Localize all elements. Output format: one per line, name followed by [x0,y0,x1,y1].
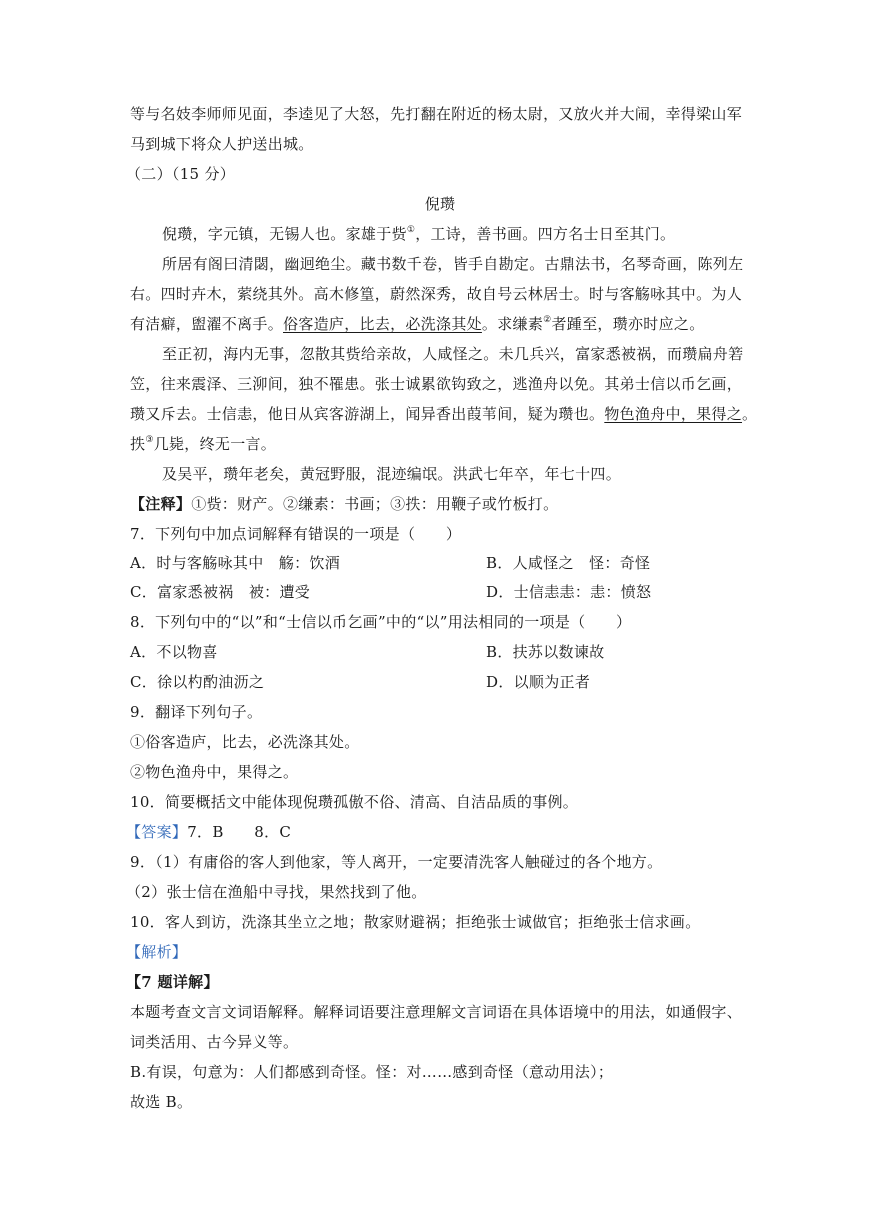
question-10: 10．简要概括文中能体现倪瓒孤傲不俗、清高、自洁品质的事例。 [130,793,579,811]
notes-text: ①赀：财产。②缣素：书画；③抶：用鞭子或竹板打。 [191,495,559,513]
note-marker-3: ③ [145,435,154,445]
passage-p4: 及吴平，瓒年老矣，黄冠野服，混迹编氓。洪武七年卒，年七十四。 [162,465,622,483]
passage-p2-line-3 [130,314,750,334]
question-7: 7．下列句中加点词解释有错误的一项是（ ） [130,525,462,543]
underlined-sentence-1: 俗客造庐，比去，必洗涤其处 [283,315,482,333]
q9-sentence-2: ②物色渔舟中，果得之。 [130,763,299,781]
intro-line-1: 等与名妓李师师见面，李逵见了大怒，先打翻在附近的杨太尉，又放火并大闹，幸得梁山军 [130,105,743,123]
analysis-line-4: 故选 B。 [130,1093,193,1111]
p3-l3-text-b: 。 [742,405,758,423]
q7-option-a: A．时与客觞咏其中 觞：饮酒 [130,554,341,572]
underlined-sentence-2: 物色渔舟中，果得之 [604,405,743,423]
passage-p2-line-1: 所居有阁曰清閟，幽迥绝尘。藏书数千卷，皆手自勘定。古鼎法书，名琴奇画，陈列左 [162,255,744,273]
notes-line [130,494,750,514]
q8-option-a: A．不以物喜 [130,643,218,661]
answer-line-4: 10．客人到访，洗涤其坐立之地；散家财避祸；拒绝张士诚做官；拒绝张士信求画。 [130,913,701,931]
analysis-line-2: 词类活用、古今异义等。 [130,1033,299,1051]
answer-line-1 [126,822,746,842]
intro-line-2: 马到城下将众人护送出城。 [130,135,314,153]
p3-l4-text-a: 抶 [130,435,146,453]
answer-line-2: 9．（1）有庸俗的客人到他家，等人离开，一定要清洗客人触碰过的各个地方。 [130,853,663,871]
q8-option-c: C．徐以杓酌油沥之 [130,673,265,691]
analysis-line-1: 本题考查文言文词语解释。解释词语要注意理解文言词语在具体语境中的用法，如通假字、 [130,1003,743,1021]
question-8: 8．下列句中的“以”和“士信以币乞画”中的“以”用法相同的一项是（ ） [130,613,632,631]
q8-option-b: B．扶苏以数谏故 [486,643,605,661]
analysis-sub-heading: 【7 题详解】 [126,973,219,991]
p3-l3-text-a: 瓒又斥去。士信恚，他日从宾客游湖上，闻异香出葭苇间，疑为瓒也。 [130,405,605,423]
p1-text-a: 倪瓒，字元镇，无锡人也。家雄于赀 [162,225,407,243]
answer-label: 【答案】 [126,823,188,841]
passage-p3-line-1: 至正初，海内无事，忽散其赀给亲故，人咸怪之。未几兵兴，富家悉被祸，而瓒扁舟箬 [162,345,744,363]
answer-line-3: （2）张士信在渔船中寻找，果然找到了他。 [126,883,427,901]
q7-option-c: C．富家悉被祸 被：遭受 [130,583,311,601]
question-9: 9．翻译下列句子。 [130,703,263,721]
q7-option-d: D．士信恚恚：恚：愤怒 [486,583,652,601]
passage-p3-line-3 [130,404,758,424]
notes-label: 【注释】 [130,495,192,513]
p2-l3-text-a: 有洁癖，盥濯不离手。 [130,315,284,333]
q8-option-d: D．以顺为正者 [486,673,591,691]
section-heading: （二）（15 分） [126,165,236,183]
answer-mc: 7．B 8．C [187,823,292,841]
passage-title: 倪瓒 [424,195,456,213]
note-marker-1: ① [406,225,416,235]
p2-l3-text-c: 者踵至，瓒亦时应之。 [551,315,705,333]
analysis-line-3: B.有误，句意为：人们都感到奇怪。怪：对……感到奇怪（意动用法）； [130,1063,614,1081]
passage-p1 [162,224,752,244]
note-marker-2: ② [543,315,552,325]
passage-p3-line-4 [130,434,750,454]
analysis-label: 【解析】 [126,943,188,961]
q7-option-b: B．人咸怪之 怪：奇怪 [486,554,651,572]
q9-sentence-1: ①俗客造庐，比去，必洗涤其处。 [130,733,360,751]
p2-l3-text-b: 。求缣素 [481,315,544,333]
passage-p3-line-2: 笠，往来震泽、三泖间，独不罹患。张士诚累欲钩致之，逃渔舟以免。其弟士信以币乞画， [130,375,743,393]
p1-text-b: ，工诗，善书画。四方名士日至其门。 [415,225,676,243]
passage-p2-line-2: 右。四时卉木，萦绕其外。高木修篁，蔚然深秀，故自号云林居士。时与客觞咏其中。为人 [130,285,743,303]
p3-l4-text-b: 几毙，终无一言。 [153,435,277,453]
